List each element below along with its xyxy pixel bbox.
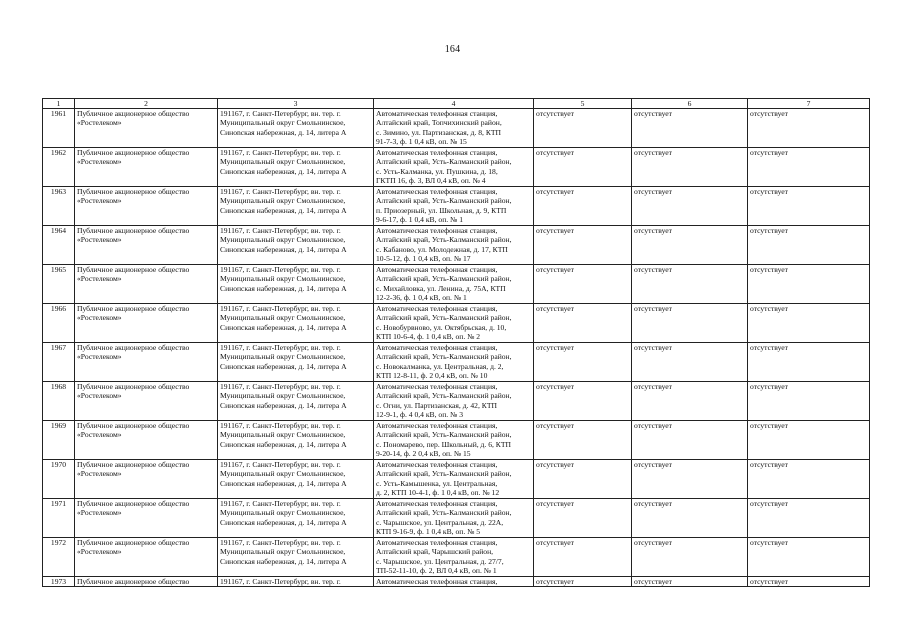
row-number-cell-text: 1970 xyxy=(50,460,67,469)
column-7-cell xyxy=(748,577,870,587)
column-6-cell xyxy=(632,421,748,460)
column-5-cell xyxy=(534,304,632,343)
column-7-cell-text: отсутствует xyxy=(750,382,788,391)
row-number-cell xyxy=(43,304,75,343)
table-row xyxy=(43,109,870,148)
address-cell-text: 191167, г. Санкт-Петербург, вн. тер. г. xyxy=(220,577,341,586)
owner-cell xyxy=(75,304,218,343)
column-5-cell xyxy=(534,499,632,538)
object-cell xyxy=(374,109,534,148)
object-cell xyxy=(374,382,534,421)
owner-cell xyxy=(75,460,218,499)
header-col-4: 4 xyxy=(374,99,534,109)
owner-cell xyxy=(75,148,218,187)
column-6-cell xyxy=(632,538,748,577)
column-6-cell xyxy=(632,577,748,587)
header-col-6: 6 xyxy=(632,99,748,109)
object-cell-text: Автоматическая телефонная станция, Алтайский край, Усть-Калманский район, с. Пономарево, пер. Школьный, д. 6, КТП 9-20-14, ф. 2 0,4 кВ, оп. № 15 xyxy=(376,421,512,459)
object-cell-text: Автоматическая телефонная станция, Алтайский край, Топчихинский район, с. Зимино, ул. Партизанская, д. 8, КТП 91-7-3, ф. 1 0,4 кВ, оп. № 15 xyxy=(376,109,502,147)
column-6-cell-text: отсутствует xyxy=(634,187,672,196)
column-6-cell-text: отсутствует xyxy=(634,109,672,118)
header-col-2: 2 xyxy=(75,99,218,109)
column-6-cell xyxy=(632,304,748,343)
table-row xyxy=(43,499,870,538)
column-5-cell xyxy=(534,538,632,577)
table-row xyxy=(43,538,870,577)
address-cell-text: 191167, г. Санкт-Петербург, вн. тер. г. Муниципальный округ Смольнинское, Синопская набережная, д. 14, литера А xyxy=(220,304,347,332)
object-cell xyxy=(374,187,534,226)
address-cell xyxy=(218,109,374,148)
column-6-cell xyxy=(632,109,748,148)
column-6-cell-text: отсутствует xyxy=(634,265,672,274)
table-row xyxy=(43,421,870,460)
column-7-cell xyxy=(748,421,870,460)
column-7-cell xyxy=(748,304,870,343)
address-cell xyxy=(218,538,374,577)
row-number-cell xyxy=(43,109,75,148)
column-5-cell-text: отсутствует xyxy=(536,109,574,118)
object-cell xyxy=(374,226,534,265)
column-6-cell-text: отсутствует xyxy=(634,148,672,157)
address-cell xyxy=(218,577,374,587)
row-number-cell-text: 1962 xyxy=(50,148,67,157)
column-5-cell xyxy=(534,460,632,499)
row-number-cell xyxy=(43,460,75,499)
owner-cell-text: Публичное акционерное общество «Ростелеком» xyxy=(77,343,190,362)
row-number-cell-text: 1965 xyxy=(50,265,67,274)
address-cell xyxy=(218,421,374,460)
page-number: 164 xyxy=(444,44,461,55)
column-5-cell xyxy=(534,343,632,382)
owner-cell-text: Публичное акционерное общество «Ростелеком» xyxy=(77,226,190,245)
column-7-cell-text: отсутствует xyxy=(750,577,788,586)
owner-cell xyxy=(75,538,218,577)
column-7-cell-text: отсутствует xyxy=(750,421,788,430)
column-7-cell xyxy=(748,538,870,577)
owner-cell xyxy=(75,109,218,148)
owner-cell-text: Публичное акционерное общество «Ростелеком» xyxy=(77,265,190,284)
column-6-cell-text: отсутствует xyxy=(634,421,672,430)
row-number-cell-text: 1968 xyxy=(50,382,67,391)
table-header xyxy=(43,99,870,109)
column-5-cell xyxy=(534,226,632,265)
column-5-cell-text: отсутствует xyxy=(536,304,574,313)
column-7-cell-text: отсутствует xyxy=(750,226,788,235)
column-6-cell xyxy=(632,460,748,499)
column-6-cell-text: отсутствует xyxy=(634,304,672,313)
address-cell xyxy=(218,343,374,382)
address-cell-text: 191167, г. Санкт-Петербург, вн. тер. г. Муниципальный округ Смольнинское, Синопская набережная, д. 14, литера А xyxy=(220,538,347,566)
object-cell-text: Автоматическая телефонная станция, Алтайский край, Усть-Калманский район, с. Кабаново, ул. Молодежная, д. 17, КТП 10-5-12, ф. 1 0,4 кВ, оп. № 17 xyxy=(376,226,512,264)
column-5-cell-text: отсутствует xyxy=(536,460,574,469)
column-7-cell-text: отсутствует xyxy=(750,148,788,157)
table-row xyxy=(43,343,870,382)
object-cell xyxy=(374,343,534,382)
object-cell-text: Автоматическая телефонная станция, Алтайский край, Усть-Калманский район, с. Михайловка, ул. Ленина, д. 75А, КТП 12-2-36, ф. 1 0,4 кВ, оп. № 1 xyxy=(376,265,512,303)
owner-cell-text: Публичное акционерное общество «Ростелеком» xyxy=(77,109,190,128)
row-number-cell xyxy=(43,577,75,587)
column-6-cell xyxy=(632,343,748,382)
row-number-cell-text: 1971 xyxy=(50,499,67,508)
object-cell xyxy=(374,304,534,343)
object-cell xyxy=(374,577,534,587)
row-number-cell xyxy=(43,499,75,538)
column-5-cell xyxy=(534,187,632,226)
column-5-cell-text: отсутствует xyxy=(536,343,574,352)
column-7-cell-text: отсутствует xyxy=(750,187,788,196)
column-5-cell-text: отсутствует xyxy=(536,538,574,547)
column-5-cell xyxy=(534,577,632,587)
owner-cell-text: Публичное акционерное общество «Ростелеком» xyxy=(77,421,190,440)
address-cell xyxy=(218,226,374,265)
object-cell xyxy=(374,265,534,304)
column-6-cell-text: отсутствует xyxy=(634,538,672,547)
column-5-cell-text: отсутствует xyxy=(536,187,574,196)
object-cell-text: Автоматическая телефонная станция, Алтайский край, Чарышский район, с. Чарышское, ул. Центральная, д. 27/7, ТП-52-11-10, ф. 2, ВЛ 0,4 кВ, оп. № 1 xyxy=(376,538,504,576)
row-number-cell xyxy=(43,538,75,577)
row-number-cell xyxy=(43,382,75,421)
object-cell xyxy=(374,460,534,499)
row-number-cell-text: 1963 xyxy=(50,187,67,196)
address-cell xyxy=(218,460,374,499)
header-col-7: 7 xyxy=(748,99,870,109)
row-number-cell xyxy=(43,148,75,187)
column-7-cell-text: отсутствует xyxy=(750,343,788,352)
row-number-cell-text: 1973 xyxy=(50,577,67,586)
row-number-cell xyxy=(43,265,75,304)
address-cell xyxy=(218,382,374,421)
column-6-cell xyxy=(632,226,748,265)
owner-cell-text: Публичное акционерное общество «Ростелеком» xyxy=(77,460,190,479)
address-cell xyxy=(218,148,374,187)
column-7-cell-text: отсутствует xyxy=(750,538,788,547)
owner-cell xyxy=(75,499,218,538)
owner-cell-text: Публичное акционерное общество «Ростелеком» xyxy=(77,538,190,557)
address-cell-text: 191167, г. Санкт-Петербург, вн. тер. г. Муниципальный округ Смольнинское, Синопская набережная, д. 14, литера А xyxy=(220,421,347,449)
owner-cell-text: Публичное акционерное общество «Ростелеком» xyxy=(77,382,190,401)
table-row xyxy=(43,226,870,265)
owner-cell xyxy=(75,187,218,226)
header-row xyxy=(43,99,870,109)
column-7-cell-text: отсутствует xyxy=(750,109,788,118)
object-cell xyxy=(374,499,534,538)
owner-cell xyxy=(75,382,218,421)
address-cell-text: 191167, г. Санкт-Петербург, вн. тер. г. Муниципальный округ Смольнинское, Синоnская набережная, д. 14, литера А xyxy=(220,109,347,137)
object-cell-text: Автоматическая телефонная станция, Алтайский край, Усть-Калманский район, с. Усть-Камышенка, ул. Центральная, д. 2, КТП 10-4-1, ф. 1 0,4 кВ, оп. № 12 xyxy=(376,460,512,498)
row-number-cell-text: 1964 xyxy=(50,226,67,235)
column-5-cell xyxy=(534,148,632,187)
column-5-cell-text: отсутствует xyxy=(536,421,574,430)
header-col-3: 3 xyxy=(218,99,374,109)
column-6-cell-text: отсутствует xyxy=(634,499,672,508)
column-5-cell-text: отсутствует xyxy=(536,148,574,157)
table-row xyxy=(43,187,870,226)
owner-cell-text: Публичное акционерное общество «Ростелеком» xyxy=(77,304,190,323)
registry-table xyxy=(42,98,870,587)
row-number-cell xyxy=(43,343,75,382)
column-7-cell xyxy=(748,382,870,421)
column-6-cell-text: отсутствует xyxy=(634,460,672,469)
column-7-cell xyxy=(748,187,870,226)
address-cell-text: 191167, г. Санкт-Петербург, вн. тер. г. Муниципальный округ Смольнинское, Синопская набережная, д. 14, литера А xyxy=(220,148,347,176)
table-row xyxy=(43,460,870,499)
column-7-cell xyxy=(748,343,870,382)
owner-cell xyxy=(75,343,218,382)
object-cell-text: Автоматическая телефонная станция, Алтайский край, Усть-Калманский район, с. Усть-Калманка, ул. Пушкина, д. 18, ГКТП 16, ф. 3, ВЛ 0,4 кВ, оп. № 4 xyxy=(376,148,512,186)
owner-cell-text: Публичное акционерное общество xyxy=(77,577,190,586)
column-6-cell xyxy=(632,148,748,187)
column-6-cell xyxy=(632,382,748,421)
object-cell xyxy=(374,421,534,460)
column-6-cell-text: отсутствует xyxy=(634,577,672,586)
address-cell-text: 191167, г. Санкт-Петербург, вн. тер. г. Муниципальный округ Смольнинское, Синопская набережная, д. 14, литера А xyxy=(220,265,347,293)
row-number-cell-text: 1966 xyxy=(50,304,67,313)
column-5-cell-text: отсутствует xyxy=(536,382,574,391)
row-number-cell xyxy=(43,421,75,460)
table-row xyxy=(43,577,870,587)
object-cell-text: Автоматическая телефонная станция, Алтайский край, Усть-Калманский район, с. Новокалманка, ул. Центральная, д. 2, КТП 12-8-11, ф. 2 0,4 кВ, оп. № 10 xyxy=(376,343,512,381)
column-7-cell xyxy=(748,148,870,187)
column-7-cell-text: отсутствует xyxy=(750,499,788,508)
column-5-cell xyxy=(534,109,632,148)
column-6-cell-text: отсутствует xyxy=(634,382,672,391)
row-number-cell-text: 1972 xyxy=(50,538,67,547)
row-number-cell xyxy=(43,187,75,226)
column-7-cell xyxy=(748,499,870,538)
object-cell xyxy=(374,538,534,577)
object-cell-text: Автоматическая телефонная станция, Алтайский край, Усть-Калманский район, с. Чарышское, ул. Центральная, д. 22А, КТП 9-16-9, ф. 1 0,4 кВ, оп. № 5 xyxy=(376,499,512,537)
address-cell xyxy=(218,499,374,538)
column-7-cell xyxy=(748,265,870,304)
column-6-cell-text: отсутствует xyxy=(634,226,672,235)
object-cell-text: Автоматическая телефонная станция, Алтайский край, Усть-Калманский район, с. Огни, ул. Партизанская, д. 42, КТП 12-9-1, ф. 4 0,4 кВ, оп. № 3 xyxy=(376,382,512,420)
object-cell-text: Автоматическая телефонная станция, Алтайский край, Усть-Калманский район, п. Приозерный, ул. Школьная, д. 9, КТП 9-6-17, ф. 1 0,4 кВ, оп. № 1 xyxy=(376,187,512,225)
address-cell xyxy=(218,265,374,304)
owner-cell xyxy=(75,421,218,460)
column-7-cell xyxy=(748,460,870,499)
column-7-cell-text: отсутствует xyxy=(750,460,788,469)
column-5-cell xyxy=(534,421,632,460)
owner-cell xyxy=(75,265,218,304)
row-number-cell-text: 1961 xyxy=(50,109,67,118)
column-5-cell xyxy=(534,265,632,304)
column-5-cell-text: отсутствует xyxy=(536,577,574,586)
owner-cell xyxy=(75,577,218,587)
row-number-cell-text: 1967 xyxy=(50,343,67,352)
table-row xyxy=(43,382,870,421)
header-col-5: 5 xyxy=(534,99,632,109)
owner-cell-text: Публичное акционерное общество «Ростелеком» xyxy=(77,187,190,206)
column-7-cell-text: отсутствует xyxy=(750,304,788,313)
owner-cell-text: Публичное акционерное общество «Ростелеком» xyxy=(77,148,190,167)
object-cell-text: Автоматическая телефонная станция, Алтайский край, Усть-Калманский район, с. Новобурвново, ул. Октябрьская, д. 10, КТП 10-6-4, ф. 1 0,4 кВ, оп. № 2 xyxy=(376,304,512,342)
owner-cell xyxy=(75,226,218,265)
owner-cell-text: Публичное акционерное общество «Ростелеком» xyxy=(77,499,190,518)
column-6-cell xyxy=(632,187,748,226)
table-row xyxy=(43,304,870,343)
address-cell-text: 191167, г. Санкт-Петербург, вн. тер. г. Муниципальный округ Смольнинское, Синопская набережная, д. 14, литера А xyxy=(220,460,347,488)
address-cell-text: 191167, г. Санкт-Петербург, вн. тер. г. Муниципальный округ Смольнинское, Синопская набережная, д. 14, литера А xyxy=(220,226,347,254)
header-col-1: 1 xyxy=(43,99,75,109)
address-cell-text: 191167, г. Санкт-Петербург, вн. тер. г. Муниципальный округ Смольнинское, Синопская набережная, д. 14, литера А xyxy=(220,499,347,527)
row-number-cell xyxy=(43,226,75,265)
address-cell-text: 191167, г. Санкт-Петербург, вн. тер. г. Муниципальный округ Смольнинское, Синопская набережная, д. 14, литера А xyxy=(220,382,347,410)
column-7-cell xyxy=(748,109,870,148)
column-5-cell-text: отсутствует xyxy=(536,226,574,235)
object-cell xyxy=(374,148,534,187)
column-7-cell xyxy=(748,226,870,265)
address-cell xyxy=(218,304,374,343)
address-cell-text: 191167, г. Санкт-Петербург, вн. тер. г. Муниципальный округ Смольнинское, Синопская набережная, д. 14, литера А xyxy=(220,343,347,371)
column-6-cell xyxy=(632,265,748,304)
column-5-cell-text: отсутствует xyxy=(536,265,574,274)
table-body xyxy=(43,109,870,587)
row-number-cell-text: 1969 xyxy=(50,421,67,430)
address-cell xyxy=(218,187,374,226)
object-cell-text: Автоматическая телефонная станция, xyxy=(376,577,498,586)
column-6-cell-text: отсутствует xyxy=(634,343,672,352)
address-cell-text: 191167, г. Санкт-Петербург, вн. тер. г. Муниципальный округ Смольнинское, Синопская набережная, д. 14, литера А xyxy=(220,187,347,215)
table-row xyxy=(43,265,870,304)
column-5-cell-text: отсутствует xyxy=(536,499,574,508)
column-5-cell xyxy=(534,382,632,421)
table-row xyxy=(43,148,870,187)
column-7-cell-text: отсутствует xyxy=(750,265,788,274)
column-6-cell xyxy=(632,499,748,538)
